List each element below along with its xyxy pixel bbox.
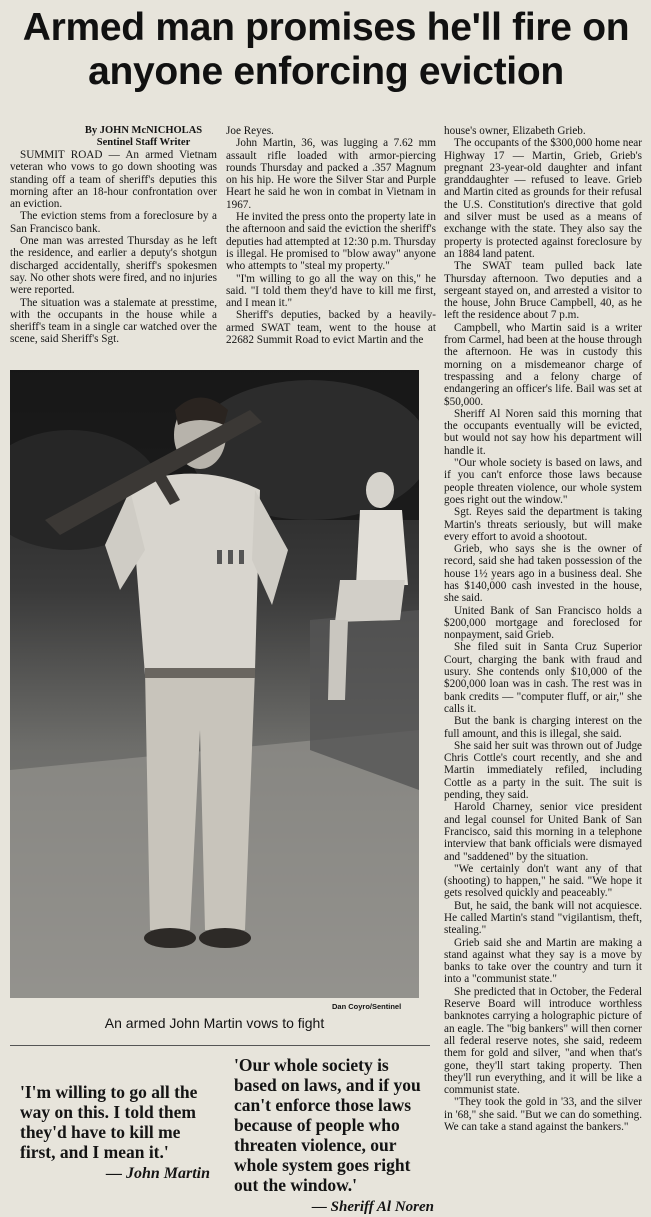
paragraph: Harold Charney, senior vice president and legal counsel for United Bank of San Francisco, said this morning in a telephone interview that bank officials were dismayed and "saddened" by the situation. <box>444 801 642 863</box>
byline-role: Sentinel Staff Writer <box>96 137 191 148</box>
pull-quote-noren <box>234 1055 434 1217</box>
paragraph: Sheriff's deputies, backed by a heavily-armed SWAT team, went to the house at 22682 Summit Road to evict Martin and the <box>226 309 436 347</box>
paragraph: One man was arrested Thursday as he left the residence, and earlier a deputy's shotgun discharged accidentally, sheriff's spokesmen say. No other shots were fired, and no injuries were reported. <box>10 235 217 297</box>
pull-quote-text: 'I'm willing to go all the way on this. I told them they'd have to kill me first, and I mean it.' <box>20 1082 198 1162</box>
photo-caption: An armed John Martin vows to fight <box>104 1015 325 1031</box>
pull-quote-attribution: — Sheriff Al Noren <box>311 1199 434 1215</box>
paragraph: Campbell, who Martin said is a writer from Carmel, had been at the house through the afternoon. He was in custody this morning on a misdemeanor charge of trespassing and a felony charge of endangering an officer's life. Bail was set at $50,000. <box>444 321 642 408</box>
pull-quote-text: 'Our whole society is based on laws, and if you can't enforce those laws because of people who threaten violence, our whole system goes right out the window.' <box>234 1055 421 1195</box>
paragraph: The SWAT team pulled back late Thursday afternoon. Two deputies and a sergeant stayed on, and arrested a visitor to the house, John Bruce Campbell, 40, as he left the residence about 7 p.m. <box>444 260 642 322</box>
article-column-3 <box>444 125 642 1133</box>
paragraph: She predicted that in October, the Federal Reserve Board will introduce worthless banknotes carrying a holographic picture of an eagle. The "big bankers" will then corner all federal reserve notes, she said, redeem them for gold and silver, "and when that's gone, they'll start taking property. Then they'll run everything, and it will be like a communist state. <box>444 985 642 1097</box>
paragraph: She said her suit was thrown out of Judge Chris Cottle's court recently, and she and Martin immediately refiled, including Cottle as a party in the suit. The suit is pending, they said. <box>444 739 642 802</box>
paragraph: house's owner, Elizabeth Grieb. <box>444 125 586 137</box>
article-column-1 <box>10 125 217 346</box>
headline: Armed man promises he'll fire on anyone enforcing eviction <box>22 6 630 93</box>
paragraph: John Martin, 36, was lugging a 7.62 mm assault rifle loaded with armor-piercing rounds Thursday and packed a .357 Magnum on his hip. He wore the Silver Star and Purple Heart he said he won in combat in Vietnam in 1967. <box>226 137 436 211</box>
paragraph: The eviction stems from a foreclosure by a San Francisco bank. <box>10 210 217 235</box>
byline-author: By JOHN McNICHOLAS <box>84 125 203 136</box>
news-photo <box>10 370 419 998</box>
article-column-2 <box>226 125 436 346</box>
paragraph: The situation was a stalemate at presstime, with the occupants in the house while a sheriff's team in a single car watched over the scene, said Sheriff's Sgt. <box>10 296 217 346</box>
paragraph: Sheriff Al Noren said this morning that the occupants eventually will be evicted, but would not say how his department will handle it. <box>444 407 642 457</box>
paragraph: She filed suit in Santa Cruz Superior Court, charging the bank with fraud and usury. She contends only $10,000 of the $200,000 loan was in cash. The rest was in bank credits — "computer fluff, or air," she calls it. <box>444 641 642 715</box>
paragraph: "Our whole society is based on laws, and if you can't enforce those laws because people threaten violence, our whole system goes right out the window." <box>444 457 642 506</box>
paragraph: Sgt. Reyes said the department is taking Martin's threats seriously, but will make every effort to avoid a shootout. <box>444 506 642 543</box>
divider <box>10 1045 430 1046</box>
paragraph: Joe Reyes. <box>226 125 274 137</box>
paragraph: "They took the gold in '33, and the silver in '68," she said. "But we can do something. We can take a stand against the bankers." <box>444 1096 642 1134</box>
paragraph: Grieb, who says she is the owner of record, said she had taken possession of the house 1½ years ago in a business deal. She has $140,000 cash invested in the house, she said. <box>444 543 642 605</box>
paragraph: He invited the press onto the property late in the afternoon and said the eviction the sheriff's deputies had attempted at 12:30 p.m. Thursday is illegal. He promised to "blow away" anyone who attempts to "steal my property." <box>226 211 436 273</box>
paragraph: But the bank is charging interest on the full amount, and this is illegal, she said. <box>444 715 642 740</box>
paragraph: SUMMIT ROAD — An armed Vietnam veteran who vows to go down shooting was standing off a team of sheriff's deputies this morning after an 18-hour confrontation over an eviction. <box>10 149 217 211</box>
paragraph: United Bank of San Francisco holds a $200,000 mortgage and foreclosed for nonpayment, said Grieb. <box>444 604 642 642</box>
paragraph: The occupants of the $300,000 home near Highway 17 — Martin, Grieb, Grieb's pregnant 23-year-old daughter and infant granddaughter — refused to leave. Grieb and Martin cited as grounds for their refusal the U.S. Constitution's directive that gold and silver must be used as a means of exchange with the state. They also say the property is protected against foreclosure by an 1884 land patent. <box>444 137 642 260</box>
photo-illustration <box>10 370 419 998</box>
photo-credit: Dan Coyro/Sentinel <box>332 1002 402 1011</box>
paragraph: "We certainly don't want any of that (shooting) to happen," he said. "We hope it gets resolved quickly and peaceably." <box>444 862 642 900</box>
pull-quote-attribution: — John Martin <box>105 1165 210 1182</box>
pull-quote-martin <box>20 1082 210 1184</box>
paragraph: "I'm willing to go all the way on this," he said. "I told them they'd have to kill me first, and I mean it." <box>226 272 436 310</box>
paragraph: But, he said, the bank will not acquiesce. He called Martin's stand "vigilantism, theft, stealing." <box>444 899 642 937</box>
paragraph: Grieb said she and Martin are making a stand against what they say is a move by banks to take over the country and turn it into a "communist state." <box>444 936 642 986</box>
